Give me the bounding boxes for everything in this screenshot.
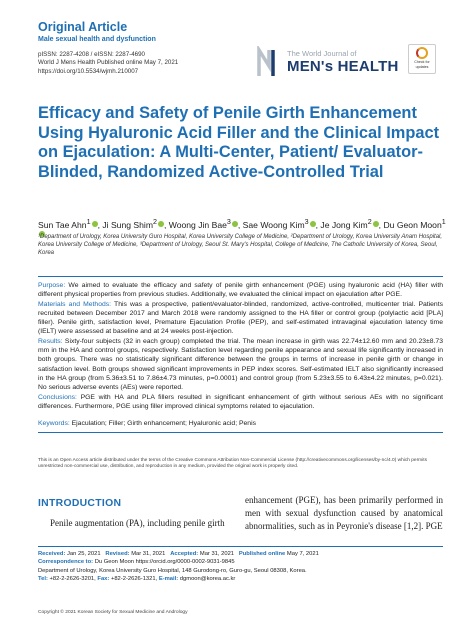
correspondence-line [38, 558, 443, 566]
article-type: Original Article [38, 20, 128, 34]
keywords-label: Keywords: [38, 420, 70, 428]
correspondence-label: Correspondence to: [38, 559, 94, 566]
intro-paragraph-left: Penile augmentation (PA), including penile girth [50, 518, 225, 528]
abstract-purpose-text: We aimed to evaluate the efficacy and safety of penile girth enhancement (PGE) using hyaluronic acid (HA) filler with different physical properties from previous studies. Additionally, we evaluated the clinical impact on ejaculation after PGE. [38, 282, 444, 299]
orcid-icon[interactable] [373, 221, 379, 227]
revised-date: Mar 31, 2021 [131, 551, 166, 557]
check-updates-icon [416, 47, 428, 59]
copyright-notice: Copyright © 2021 Korean Society for Sexual Medicine and Andrology [38, 610, 188, 615]
abstract-methods [38, 300, 443, 337]
article-title: Efficacy and Safety of Penile Girth Enhancement Using Hyaluronic Acid Filler and the Clinical Impact on Ejaculation: A Multi-Center, Patient/ Evaluator-Blinded, Randomized Active-Controlled Trial [38, 104, 440, 181]
article-section: Male sexual health and dysfunction [38, 36, 156, 43]
fax-value: +82-2-2626-1321, [110, 575, 158, 582]
accepted-date: Mar 31, 2021 [199, 551, 235, 557]
orcid-icon[interactable] [92, 221, 98, 227]
author-name: Woong Jin Bae [168, 219, 227, 230]
email-label: E-mail: [158, 575, 179, 582]
license-statement: This is an Open Access article distributed under the terms of the Creative Commons Attribution Non-Commercial License (http://creativecommons.org/licenses/by-nc/4.0) which permits unrestricted non-commercial use, distribution, and reproduction in any medium, provided the original work is properly cited. [38, 458, 427, 470]
orcid-icon[interactable] [158, 221, 164, 227]
published-line: World J Mens Health Published online May 7, 2021 [38, 59, 179, 67]
abstract-results-label: Results: [38, 337, 63, 345]
abstract-conclusions-label: Conclusions: [38, 393, 77, 401]
author-name: Du Geon Moon [383, 219, 442, 230]
author-affil-number: 2 [153, 218, 157, 226]
check-updates-line1: Check for [414, 60, 430, 64]
author-name: Je Jong Kim [320, 219, 368, 230]
journal-logo-icon [255, 46, 285, 78]
author-name: Sun Tae Ahn [38, 219, 87, 230]
revised-label: Revised: [105, 551, 130, 557]
journal-name-small: The World Journal of [287, 49, 357, 58]
keywords-text: Ejaculation; Filler; Girth enhancement; Hyaluronic acid; Penis [71, 420, 256, 428]
dates-line [38, 550, 443, 558]
published-label: Published online [238, 551, 286, 557]
abstract-methods-text: This was a prospective, patient/evaluator-blinded, randomized, active-controlled, multicenter trial. Patients recruited between December 2017 and March 2018 were randomly assigned to the HA filler or control group (polylactic acid [PLA] filler). Penile girth, satisfaction level, Premature Ejaculation Profile (PEP), and self-estimated intravaginal ejaculation latency time (IELT) were assessed at baseline and at 24 weeks post-injection. [38, 300, 443, 336]
check-updates-line2: updates [415, 65, 429, 70]
received-label: Received: [38, 551, 66, 557]
author-name: Ji Sung Shim [102, 219, 153, 230]
abstract-keywords [38, 416, 443, 429]
author-affil-number: 2 [367, 218, 372, 226]
published-date: May 7, 2021 [286, 551, 319, 557]
author-name: Sae Woong Kim [242, 219, 305, 230]
abstract-conclusions-text: PGE with HA and PLA fillers resulted in significant enhancement of girth without serious AEs with no significant differences. Furthermore, PGE using filler improved clinical symptoms related to ejaculation. [38, 393, 444, 410]
author-affiliations: ¹Department of Urology, Korea University Guro Hospital, Korea University College of Medicine, ²Department of Urology, Korea University Anam Hospital, Korea University College of Medicine, ³Department of Urology, Seoul St. Mary's Hospital, College of Medicine, The Catholic University of Korea, Seoul, Korea [38, 234, 443, 257]
author-affil-number: 3 [226, 218, 231, 226]
orcid-icon[interactable] [310, 221, 316, 227]
abstract-conclusions [38, 393, 443, 412]
journal-name-big: MEN's HEALTH [287, 58, 399, 75]
author-list: Sun Tae Ahn$^1$ , Ji Sung Shim$^2$ , Woong Jin Bae$^3$ , Sae Woong Kim$^3$ , Je Jong Kim$^2$ , Du Geon Moon$^1$ [38, 218, 448, 240]
abstract-results-text: Sixty-four subjects (32 in each group) completed the trial. The mean increase in girth was 22.74±12.60 mm and 20.23±8.73 mm in the HA and control groups, respectively. Satisfaction level regarding penile appearance and sexual life significantly increased in both groups. There was no statistically significant difference between the groups in terms of increase in penile girth or change in satisfaction level. Both groups showed significant improvements in PEP index scores. Self-estimated IELT also significantly increased in the HA group (from 5.36±3.51 to 7.86±4.73 minutes, p=0.0001) and control group (from 5.23±3.55 to 6.43±4.22 minutes, p=0.021). No serious adverse events (AEs) were reported. [38, 337, 443, 392]
doi-link[interactable]: https://doi.org/10.5534/wjmh.210007 [38, 67, 139, 75]
journal-logo [255, 46, 405, 82]
contact-line [38, 575, 443, 583]
author-affil-number: 3 [304, 218, 309, 226]
issn-line: pISSN: 2287-4208 / eISSN: 2287-4690 [38, 51, 145, 58]
abstract-purpose [38, 281, 443, 300]
orcid-icon[interactable] [232, 221, 238, 227]
intro-paragraph-right: enhancement (PGE), has been primarily performed in men with sexual dysfunction caused by anatomical abnormalities, such as in Peyronie's disease [1,2]. PGE [245, 495, 443, 531]
abstract-results [38, 337, 443, 393]
received-date: Jan 25, 2021 [67, 551, 101, 557]
tel-label: Tel: [38, 575, 48, 582]
fax-label: Fax: [97, 575, 110, 582]
address-line: Department of Urology, Korea University Guro Hospital, 148 Gurodong-ro, Guro-gu, Seoul 08308, Korea. [38, 567, 307, 574]
correspondence-text[interactable]: Du Geon Moon https://orcid.org/0000-0002-9031-9845 [94, 559, 235, 566]
intro-heading: INTRODUCTION [38, 498, 122, 509]
abstract-methods-label: Materials and Methods: [38, 300, 112, 308]
tel-value: +82-2-2626-3201, [49, 575, 96, 582]
abstract-box [38, 276, 443, 433]
author-affil-number: 1 [86, 218, 91, 226]
abstract-purpose-label: Purpose: [38, 282, 66, 289]
email-link[interactable]: dgmoon@korea.ac.kr [179, 575, 236, 582]
article-footer-info [38, 546, 443, 583]
author-affil-number: 1 [441, 218, 446, 226]
check-for-updates-badge[interactable] [408, 44, 436, 74]
body-column-right [245, 494, 443, 533]
body-column-left [38, 498, 228, 530]
accepted-label: Accepted: [170, 551, 199, 557]
